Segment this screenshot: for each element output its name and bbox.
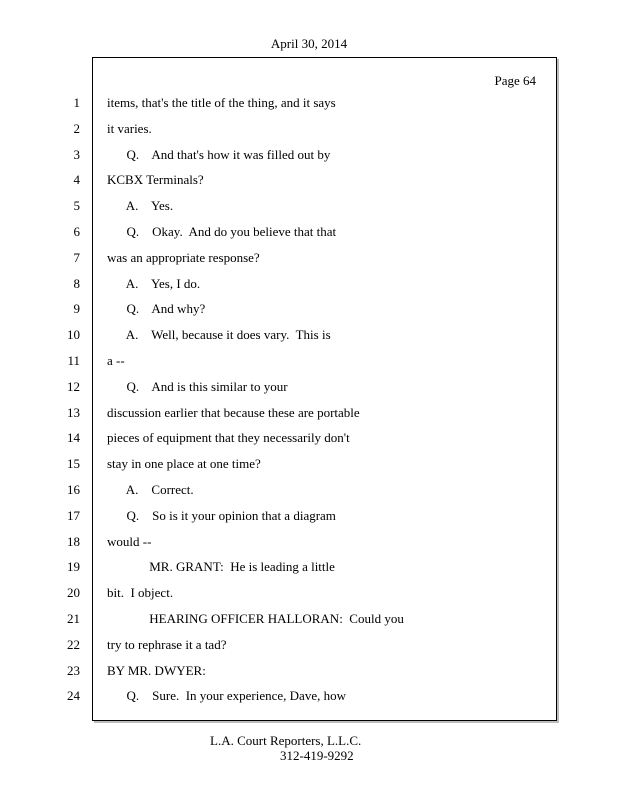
line-number: 9 — [73, 301, 80, 316]
line-text: Q. And that's how it was filled out by — [107, 147, 331, 162]
line-number: 11 — [67, 353, 80, 368]
footer-company: L.A. Court Reporters, L.L.C. — [210, 733, 362, 748]
line-text: BY MR. DWYER: — [107, 663, 206, 678]
line-text: pieces of equipment that they necessarily don't — [107, 430, 350, 445]
line-number: 14 — [67, 430, 80, 445]
line-number: 15 — [67, 456, 80, 471]
line-number: 18 — [67, 534, 80, 549]
line-number: 21 — [67, 611, 80, 626]
line-text: Q. Okay. And do you believe that that — [107, 224, 337, 239]
line-text: a -- — [107, 353, 125, 368]
footer-phone: 312-419-9292 — [280, 748, 354, 763]
line-number: 7 — [73, 250, 80, 265]
line-text: Q. And why? — [107, 301, 206, 316]
line-number: 23 — [67, 663, 80, 678]
line-text: Q. So is it your opinion that a diagram — [107, 508, 336, 523]
line-text: items, that's the title of the thing, and it says — [107, 95, 336, 110]
line-text: stay in one place at one time? — [107, 456, 261, 471]
line-text: MR. GRANT: He is leading a little — [107, 559, 335, 574]
line-number: 3 — [73, 147, 80, 162]
line-text: HEARING OFFICER HALLORAN: Could you — [107, 611, 404, 626]
line-number: 17 — [67, 508, 80, 523]
line-number: 10 — [67, 327, 80, 342]
line-text: A. Yes, I do. — [107, 276, 201, 291]
line-number: 1 — [73, 95, 80, 110]
line-text: bit. I object. — [107, 585, 174, 600]
line-number: 6 — [73, 224, 80, 239]
line-text: A. Correct. — [107, 482, 194, 497]
line-number: 19 — [67, 559, 80, 574]
line-number: 22 — [67, 637, 80, 652]
line-number: 8 — [73, 276, 80, 291]
line-number: 20 — [67, 585, 80, 600]
line-text: Q. Sure. In your experience, Dave, how — [107, 688, 346, 703]
line-text: try to rephrase it a tad? — [107, 637, 227, 652]
line-number: 2 — [73, 121, 80, 136]
line-text: A. Yes. — [107, 198, 174, 213]
line-text: A. Well, because it does vary. This is — [107, 327, 331, 342]
line-text: KCBX Terminals? — [107, 172, 204, 187]
line-number: 5 — [73, 198, 80, 213]
line-text: was an appropriate response? — [107, 250, 260, 265]
line-number: 24 — [67, 688, 80, 703]
page-number: Page 64 — [494, 73, 536, 88]
line-text: would -- — [107, 534, 152, 549]
header-date: April 30, 2014 — [270, 36, 348, 51]
line-number: 16 — [67, 482, 80, 497]
line-number: 13 — [67, 405, 80, 420]
line-text: it varies. — [107, 121, 152, 136]
line-number: 4 — [73, 172, 80, 187]
line-text: Q. And is this similar to your — [107, 379, 288, 394]
line-number: 12 — [67, 379, 80, 394]
line-text: discussion earlier that because these are portable — [107, 405, 360, 420]
